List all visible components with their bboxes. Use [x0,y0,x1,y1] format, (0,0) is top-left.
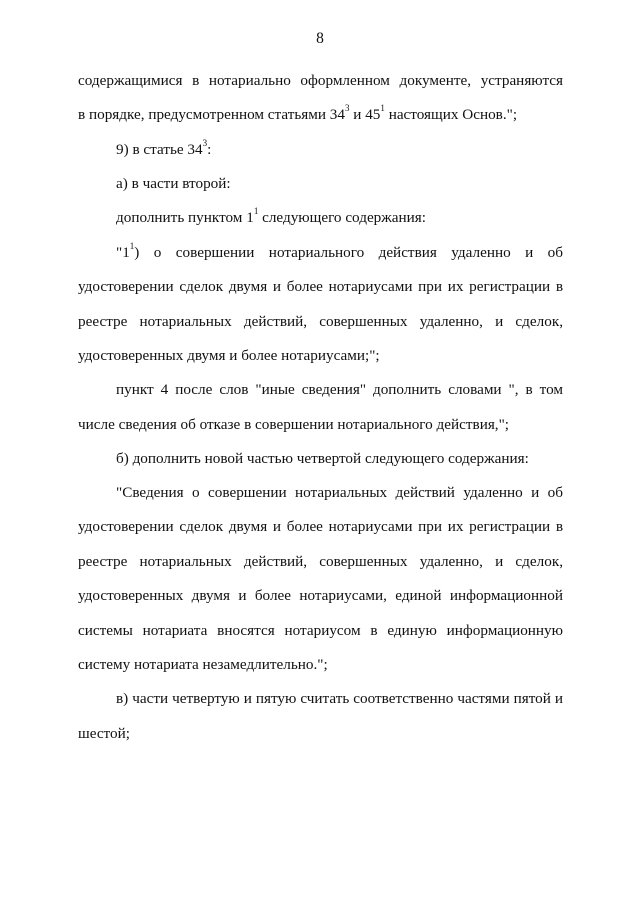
line-text: удостоверении сделок двумя и более нотариусами при их регистрации в [78,518,563,535]
line-text: удостоверенных двумя и более нотариусами;"; [78,347,380,364]
paragraph-line [78,587,563,605]
superscript: 3 [344,102,350,113]
line-text: реестре нотариальных действий, совершенных удаленно, и сделок, [78,313,563,330]
line-text: ) о совершении нотариального действия удаленно и об [134,244,563,261]
superscript: 1 [253,205,259,216]
line-text: системы нотариата вносятся нотариусом в единую информационную [78,622,563,639]
line-text: в) части четвертую и пятую считать соответственно частями пятой и [116,690,563,707]
page-number: 8 [316,30,324,47]
line-text: следующего содержания: [258,209,426,226]
line-text: в порядке, предусмотренном статьями 34 [78,106,345,123]
line-text: систему нотариата незамедлительно."; [78,656,328,673]
line-text: "1 [116,244,130,261]
paragraph-line [78,656,563,674]
line-text: настоящих Основ."; [384,106,518,123]
line-text: пункт 4 после слов "иные сведения" дополнить словами ", в том [116,381,563,398]
paragraph-line [78,725,563,743]
paragraph-line [78,518,563,536]
line-text: а) в части второй: [116,175,231,192]
line-text: удостоверении сделок двумя и более нотариусами при их регистрации в [78,278,563,295]
paragraph-line [78,622,563,640]
paragraph-line [116,240,563,262]
line-text: дополнить пунктом 1 [116,209,254,226]
line-text: реестре нотариальных действий, совершенных удаленно, и сделок, [78,553,563,570]
line-text: и 45 [349,106,381,123]
line-text: "Сведения о совершении нотариальных действий удаленно и об [116,484,563,501]
paragraph-line [116,484,563,502]
line-text: удостоверенных двумя и более нотариусами, единой информационной [78,587,563,604]
superscript: 1 [129,240,135,251]
line-text: содержащимися в нотариально оформленном документе, устраняются [78,72,563,89]
line-text: шестой; [78,725,130,742]
paragraph-line [116,450,563,468]
paragraph-line [78,102,563,124]
paragraph-line [78,416,563,434]
superscript: 1 [380,102,385,113]
paragraph-line [116,175,563,193]
paragraph-line [116,137,563,159]
line-text: 9) в статье 34 [116,141,203,158]
paragraph-line [78,553,563,571]
paragraph-line [116,381,563,399]
line-text: : [207,141,212,158]
paragraph-line [78,72,563,90]
paragraph-line [78,278,563,296]
line-text: б) дополнить новой частью четвертой следующего содержания: [116,450,529,467]
paragraph-line [116,690,563,708]
line-text: числе сведения об отказе в совершении нотариального действия,"; [78,416,510,433]
paragraph-line [78,347,563,365]
superscript: 3 [202,137,208,148]
paragraph-line [78,313,563,331]
paragraph-line [116,205,563,227]
